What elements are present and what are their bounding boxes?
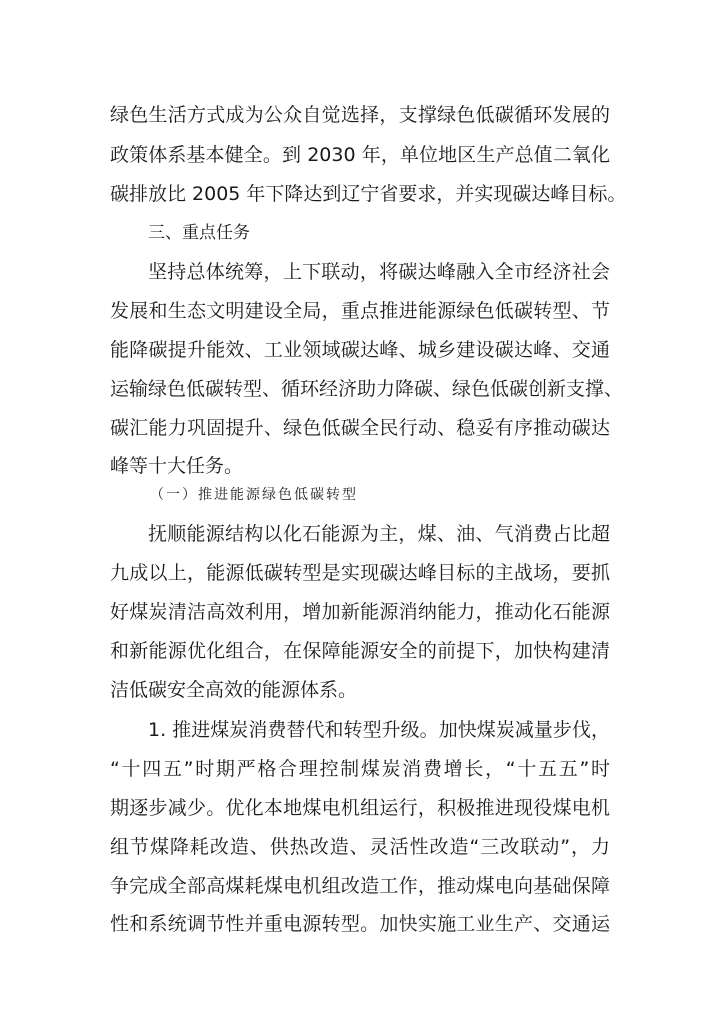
intro-line-2: 政策体系基本健全。到 2030 年，单位地区生产总值二氧化 [110, 144, 610, 166]
tasks-line-1: 坚持总体统筹，上下联动，将碳达峰融入全市经济社会 [148, 261, 610, 283]
tasks-line-3: 能降碳提升能效、工业领域碳达峰、城乡建设碳达峰、交通 [110, 339, 610, 361]
section-heading: 三、重点任务 [148, 223, 250, 243]
intro-line-3: 碳排放比 2005 年下降达到辽宁省要求，并实现碳达峰目标。 [110, 183, 627, 205]
coal-line-5: 争完成全部高煤耗煤电机组改造工作，推动煤电向基础保障 [110, 875, 610, 897]
tasks-line-2: 发展和生态文明建设全局，重点推进能源绿色低碳转型、节 [110, 300, 610, 322]
tasks-line-5: 碳汇能力巩固提升、绿色低碳全民行动、稳妥有序推动碳达 [110, 417, 610, 439]
subsection-heading: （一）推进能源绿色低碳转型 [150, 487, 358, 503]
coal-line-6: 性和系统调节性并重电源转型。加快实施工业生产、交通运 [110, 913, 610, 935]
coal-line-4: 组节煤降耗改造、供热改造、灵活性改造“三改联动”，力 [110, 836, 610, 858]
coal-line-3: 期逐步减少。优化本地煤电机组运行，积极推进现役煤电机 [110, 797, 610, 819]
energy-line-1: 抚顺能源结构以化石能源为主，煤、油、气消费占比超 [148, 523, 610, 545]
energy-line-2: 九成以上，能源低碳转型是实现碳达峰目标的主战场，要抓 [110, 562, 610, 584]
tasks-line-6: 峰等十大任务。 [110, 455, 244, 477]
energy-line-3: 好煤炭清洁高效利用，增加新能源消纳能力，推动化石能源 [110, 601, 610, 623]
coal-line-2: “十四五”时期严格合理控制煤炭消费增长，“十五五”时 [110, 758, 610, 780]
coal-line-1: 1. 推进煤炭消费替代和转型升级。加快煤炭减量步伐， [148, 719, 610, 741]
intro-line-1: 绿色生活方式成为公众自觉选择，支撑绿色低碳循环发展的 [110, 104, 610, 126]
tasks-line-4: 运输绿色低碳转型、循环经济助力降碳、绿色低碳创新支撑、 [110, 378, 624, 400]
energy-line-5: 洁低碳安全高效的能源体系。 [110, 679, 358, 701]
energy-line-4: 和新能源优化组合，在保障能源安全的前提下，加快构建清 [110, 640, 610, 662]
